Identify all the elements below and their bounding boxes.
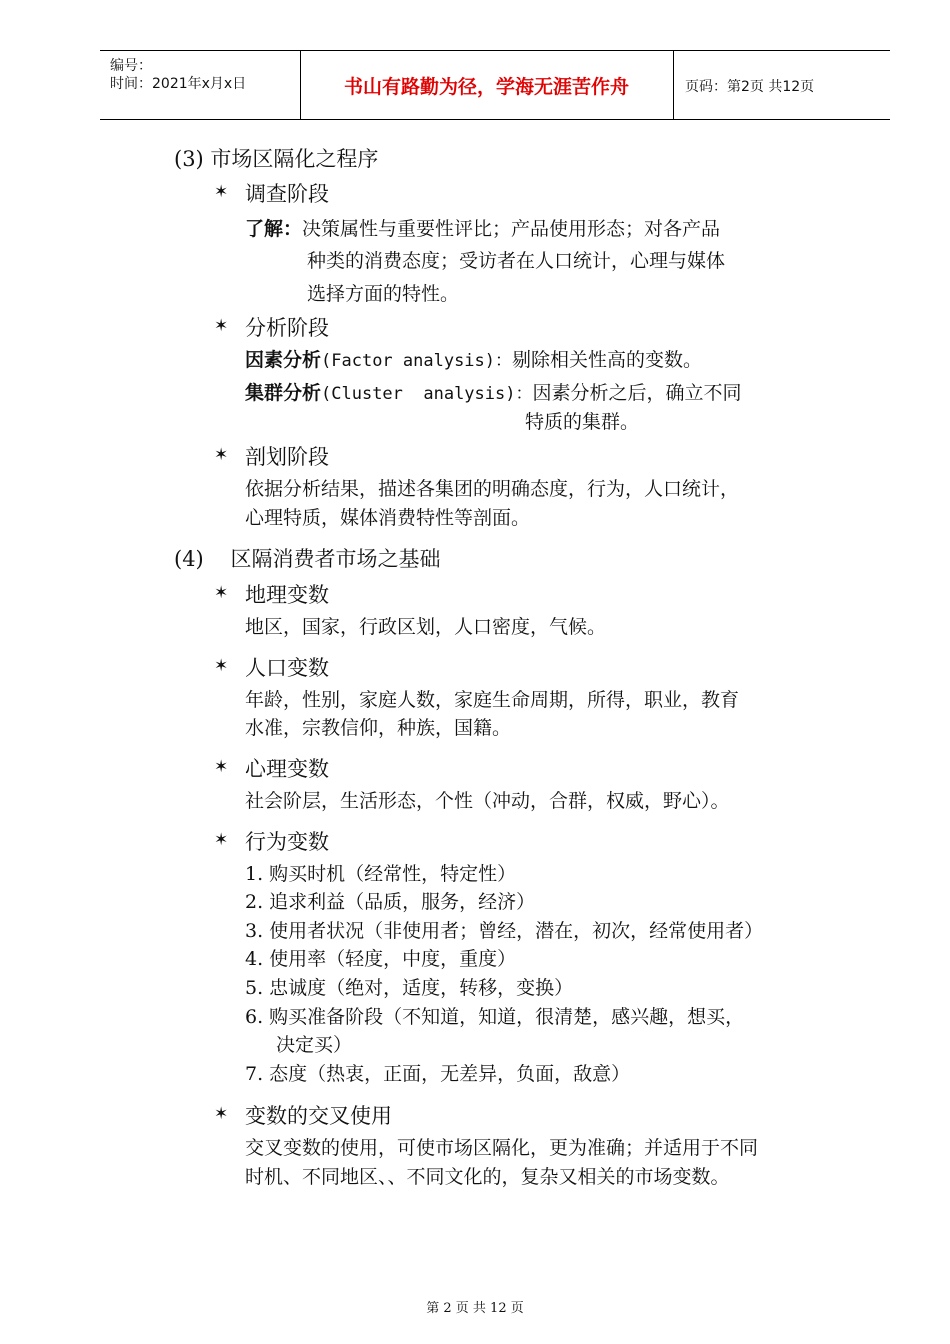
header-page-number: 页码：第2页 共12页 [685, 79, 815, 95]
behavior-item-6: 6. 购买准备阶段（不知道，知道，很清楚，感兴趣，想买， [245, 1006, 745, 1028]
profile-heading: 剖划阶段 [245, 445, 329, 469]
cross-line-2: 时机、不同地区、、不同文化的，复杂又相关的市场变数。 [245, 1166, 730, 1188]
survey-line-1: 了解：决策属性与重要性评比；产品使用形态；对各产品 [245, 218, 721, 240]
bullet-star-icon: ✶ [214, 182, 229, 202]
cross-heading: 变数的交叉使用 [245, 1104, 392, 1128]
survey-line-2: 种类的消费态度；受访者在人口统计，心理与媒体 [307, 250, 726, 272]
psycho-line-1: 社会阶层，生活形态，个性（冲动，合群，权威，野心）。 [245, 790, 730, 812]
behavior-item-3: 3. 使用者状况（非使用者；曾经，潜在，初次，经常使用者） [245, 920, 764, 942]
page-header [100, 50, 890, 120]
header-number: 编号： [110, 58, 152, 74]
survey-line-3: 选择方面的特性。 [307, 283, 460, 305]
bullet-star-icon: ✶ [214, 445, 229, 465]
cross-line-1: 交叉变数的使用，可使市场区隔化，更为准确；并适用于不同 [245, 1137, 759, 1159]
geo-heading: 地理变数 [245, 583, 329, 607]
bullet-star-icon: ✶ [214, 316, 229, 336]
behavior-item-6-cont: 决定买） [276, 1034, 353, 1056]
geo-line-1: 地区，国家，行政区划，人口密度，气候。 [245, 616, 607, 638]
page-footer: 第 2 页 共 12 页 [426, 1301, 524, 1316]
factor-analysis-line: 因素分析(Factor analysis)：剔除相关性高的变数。 [245, 349, 703, 371]
behavior-item-4: 4. 使用率（轻度，中度，重度） [245, 948, 517, 970]
demo-line-2: 水准，宗教信仰，种族，国籍。 [245, 717, 512, 739]
demo-line-1: 年龄，性别，家庭人数，家庭生命周期，所得，职业，教育 [245, 689, 740, 711]
section-3-title: (3) 市场区隔化之程序 [174, 147, 379, 171]
bullet-star-icon: ✶ [214, 656, 229, 676]
bullet-star-icon: ✶ [214, 830, 229, 850]
bullet-star-icon: ✶ [214, 757, 229, 777]
survey-label: 了解： [245, 218, 303, 240]
behavior-heading: 行为变数 [245, 830, 329, 854]
survey-heading: 调查阶段 [245, 182, 329, 206]
header-motto: 书山有路勤为径，学海无涯苦作舟 [343, 76, 629, 98]
behavior-item-2: 2. 追求利益（品质，服务，经济） [245, 891, 536, 913]
behavior-item-7: 7. 态度（热衷，正面，无差异，负面，敌意） [245, 1063, 631, 1085]
header-meta [110, 57, 246, 93]
cluster-analysis-line: 集群分析(Cluster analysis)：因素分析之后，确立不同 [245, 382, 742, 404]
behavior-item-1: 1. 购买时机（经常性，特定性） [245, 863, 517, 885]
section-4-title: (4) 区隔消费者市场之基础 [174, 547, 441, 571]
profile-line-2: 心理特质，媒体消费特性等剖面。 [245, 507, 531, 529]
analysis-heading: 分析阶段 [245, 316, 329, 340]
profile-line-1: 依据分析结果，描述各集团的明确态度，行为，人口统计， [245, 478, 740, 500]
behavior-item-5: 5. 忠诚度（绝对，适度，转移，变换） [245, 977, 574, 999]
psycho-heading: 心理变数 [245, 757, 329, 781]
header-divider [673, 51, 674, 119]
demo-heading: 人口变数 [245, 656, 329, 680]
header-time: 时间：2021年x月x日 [110, 76, 247, 92]
bullet-star-icon: ✶ [214, 583, 229, 603]
bullet-star-icon: ✶ [214, 1104, 229, 1124]
cluster-analysis-line-2: 特质的集群。 [525, 411, 640, 433]
